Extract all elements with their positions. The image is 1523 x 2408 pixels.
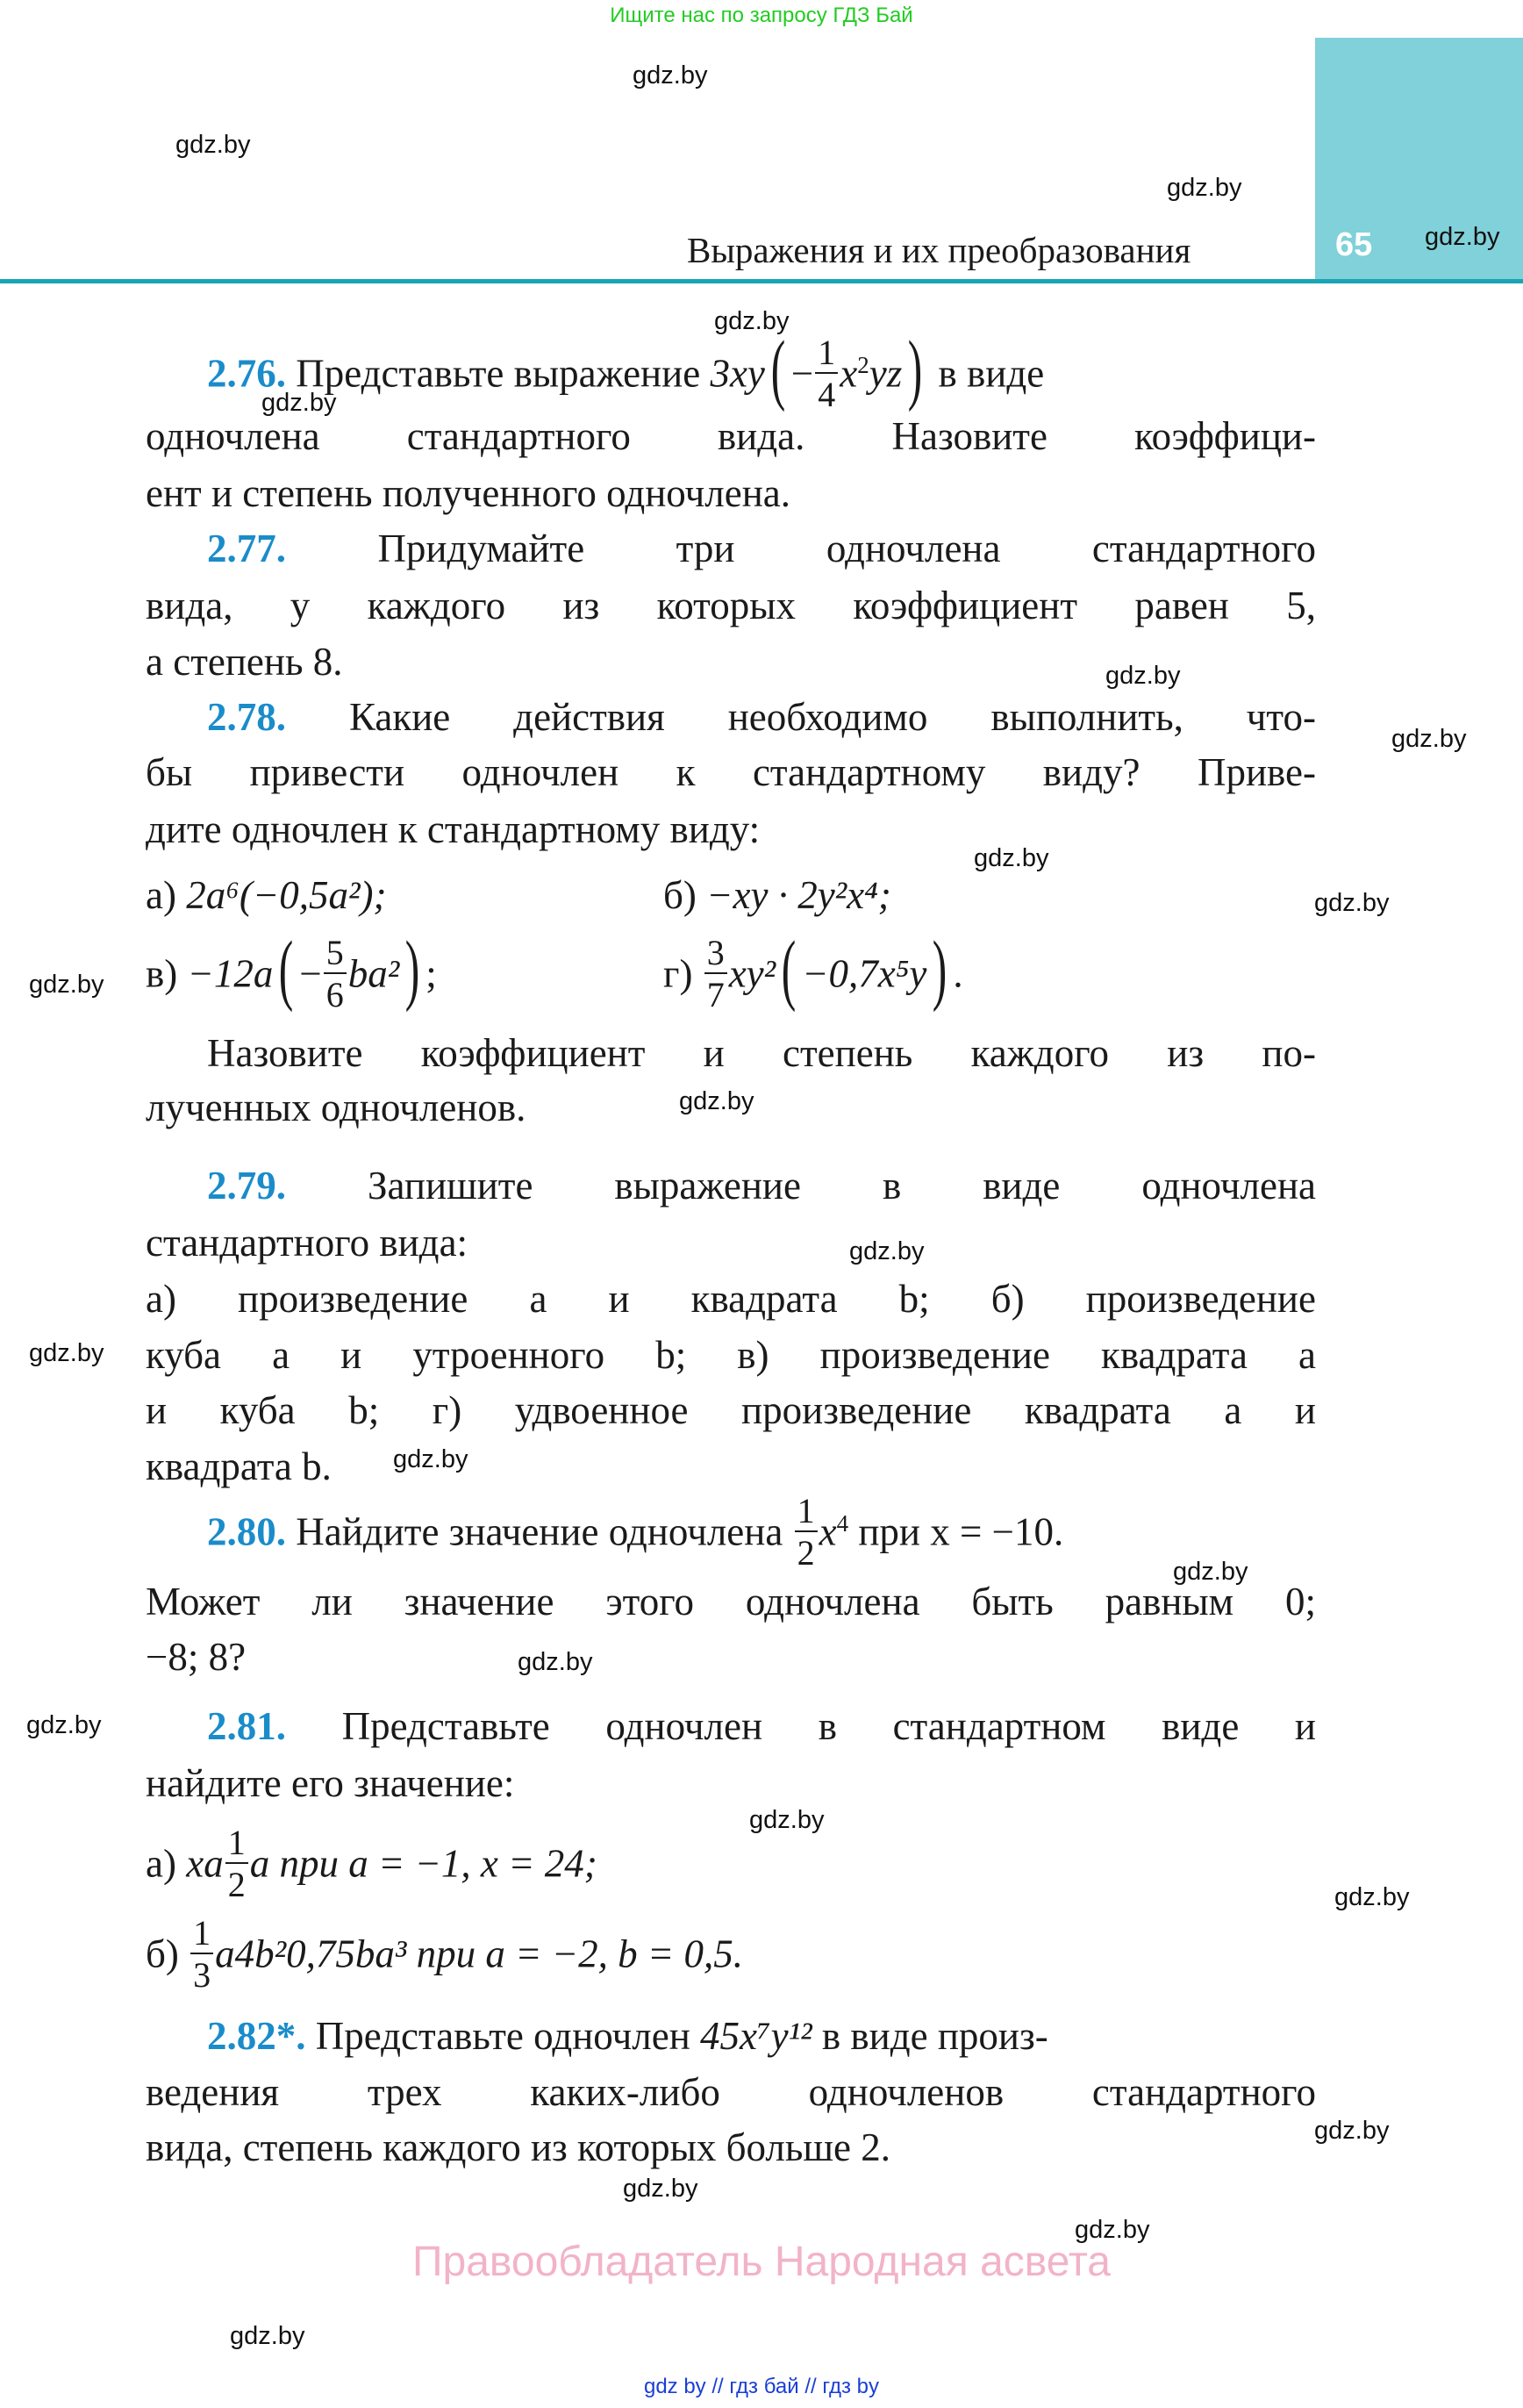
- exercise-2-79-line-6: квадрата b.: [146, 1444, 332, 1488]
- watermark: gdz.by: [518, 1648, 593, 1676]
- exercise-2-82-line-3: вида, степень каждого из которых больше 2.: [146, 2125, 891, 2169]
- exercise-2-78-line-3: дите одночлен к стандартному виду:: [146, 807, 761, 851]
- watermark: gdz.by: [1425, 223, 1500, 251]
- watermark: gdz.by: [261, 389, 337, 417]
- page-number: 65: [1335, 226, 1373, 263]
- header-rule: [0, 279, 1523, 283]
- exercise-2-78-line-2: бы привести одночлен к стандартному виду? Приве-: [146, 750, 1316, 794]
- exercise-2-78-line-1: 2.78. Какие действия необходимо выполнить, что-: [207, 695, 1316, 739]
- exercise-2-78-after-line-2: лученных одночленов.: [146, 1086, 526, 1129]
- fraction: $\frac{1}{2}$: [795, 1494, 818, 1571]
- exercise-2-82-line-2: ведения трех каких-либо одночленов стандартного: [146, 2070, 1316, 2114]
- exercise-2-76-line-1: 2.76. Представьте выражение 3xy( − $\frac{1}{4}$ $x^2yz$) в виде: [207, 326, 1045, 414]
- item-v: в) −12a( − $\frac{5}{6}$ ba²) ;: [146, 926, 437, 1014]
- exercise-2-82-line-1: 2.82*. Представьте одночлен 45x⁷y¹² в виде произ-: [207, 2014, 1048, 2058]
- exercise-number: 2.80.: [207, 1509, 286, 1554]
- exercise-2-78-items-vg: [146, 926, 1316, 1014]
- watermark: gdz.by: [974, 844, 1049, 872]
- watermark: gdz.by: [1314, 2117, 1390, 2145]
- exercise-2-80-line-2: Может ли значение этого одночлена быть равным 0;: [146, 1580, 1316, 1623]
- item-a: а) 2a⁶(−0,5a²);: [146, 873, 387, 917]
- exercise-2-81-item-a: а) xa $\frac{1}{2}$ a при a = −1, x = 24;: [146, 1823, 597, 1904]
- fraction: $\frac{1}{4}$: [815, 335, 838, 412]
- watermark: gdz.by: [849, 1237, 925, 1265]
- watermark: gdz.by: [1334, 1883, 1410, 1911]
- exercise-2-79-line-4: куба a и утроенного b; в) произведение квадрата a: [146, 1333, 1316, 1377]
- exercise-2-77-line-1: 2.77. Придумайте три одночлена стандартного: [207, 527, 1317, 570]
- item-g: г) $\frac{3}{7}$ xy²( −0,7x⁵y) .: [663, 926, 963, 1014]
- watermark: gdz.by: [1173, 1558, 1248, 1586]
- exercise-2-78-items-ab: [146, 869, 1316, 921]
- exercise-2-78-after-line-1: Назовите коэффициент и степень каждого из по-: [207, 1031, 1316, 1075]
- exercise-2-77-line-3: а степень 8.: [146, 640, 343, 684]
- watermark: gdz.by: [1167, 174, 1242, 202]
- watermark: gdz.by: [623, 2175, 698, 2203]
- exercise-number: 2.76.: [207, 351, 286, 396]
- watermark: gdz.by: [230, 2322, 305, 2350]
- watermark: gdz.by: [679, 1087, 754, 1115]
- watermark: gdz.by: [714, 307, 790, 335]
- watermark: gdz.by: [175, 131, 251, 159]
- watermark: gdz.by: [26, 1711, 102, 1739]
- exercise-2-81-line-1: 2.81. Представьте одночлен в стандартном виде и: [207, 1704, 1317, 1748]
- exercise-number: 2.78.: [207, 695, 286, 739]
- watermark: gdz.by: [633, 61, 708, 90]
- exercise-2-79-line-3: а) произведение a и квадрата b; б) произведение: [146, 1277, 1316, 1321]
- exercise-2-81-item-b: б) $\frac{1}{3}$ a4b²0,75ba³ при a = −2, b = 0,5.: [146, 1913, 743, 1995]
- exercise-number: 2.81.: [207, 1704, 286, 1748]
- running-title: Выражения и их преобразования: [687, 230, 1191, 270]
- exercise-2-79-line-2: стандартного вида:: [146, 1221, 468, 1265]
- exercise-number: 2.79.: [207, 1164, 286, 1208]
- exercise-2-76-line-3: ент и степень полученного одночлена.: [146, 471, 791, 515]
- exercise-2-77-line-2: вида, у каждого из которых коэффициент равен 5,: [146, 584, 1316, 627]
- exercise-2-81-line-2: найдите его значение:: [146, 1761, 515, 1805]
- watermark: gdz.by: [1105, 662, 1181, 690]
- exercise-number: 2.82*.: [207, 2014, 306, 2058]
- copyright-notice: Правообладатель Народная асвета: [412, 2239, 1111, 2285]
- watermark: gdz.by: [1075, 2216, 1150, 2244]
- watermark: gdz.by: [29, 971, 104, 999]
- exercise-2-80-line-3: −8; 8?: [146, 1635, 247, 1679]
- exercise-number: 2.77.: [207, 527, 286, 570]
- watermark: gdz.by: [393, 1445, 468, 1473]
- watermark: gdz.by: [1314, 889, 1390, 917]
- item-b: б) −xy · 2y²x⁴;: [663, 873, 891, 917]
- footer-links[interactable]: gdz by // гдз бай // гдз by: [643, 2375, 880, 2398]
- exercise-2-79-line-5: и куба b; г) удвоенное произведение квадрата a и: [146, 1388, 1316, 1432]
- watermark: gdz.by: [29, 1339, 104, 1367]
- exercise-2-76-line-2: одночлена стандартного вида. Назовите коэффици-: [146, 414, 1316, 458]
- exercise-2-80-line-1: 2.80. Найдите значение одночлена $\frac{1}{2}$ $x^4$ при x = −10.: [207, 1491, 1064, 1573]
- top-search-note: Ищите нас по запросу ГДЗ Бай: [610, 4, 913, 27]
- watermark: gdz.by: [1391, 725, 1467, 753]
- watermark: gdz.by: [749, 1806, 825, 1834]
- exercise-2-79-line-1: 2.79. Запишите выражение в виде одночлена: [207, 1164, 1316, 1208]
